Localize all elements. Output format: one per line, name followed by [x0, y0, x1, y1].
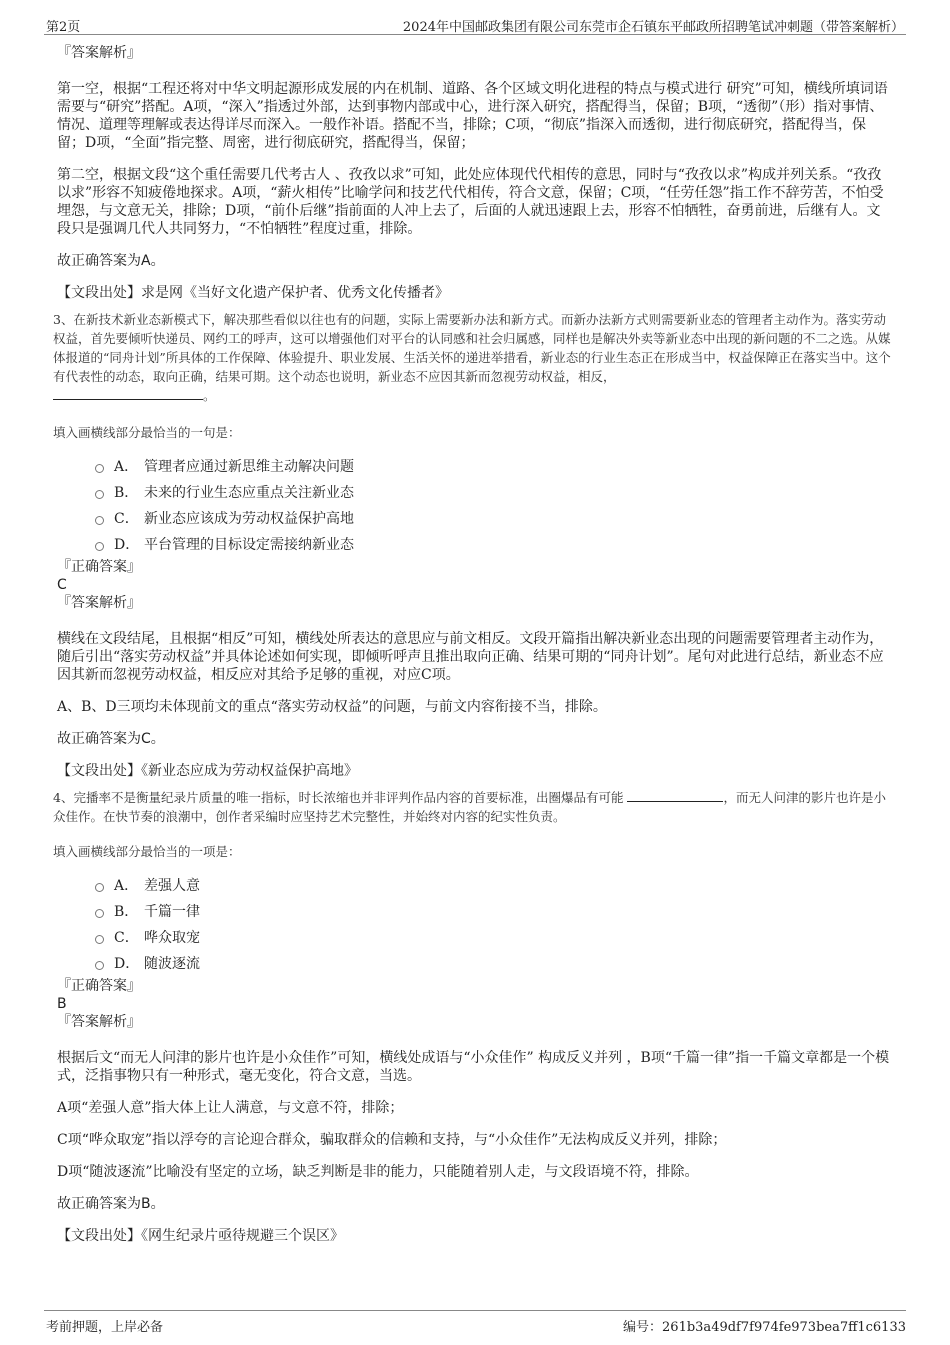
- q4-stem-b: ，而无人问津的影片也许是小众佳作。在快节奏的浪潮中，创作者采编时应坚持艺术完整性，并始终对内容的纪实性负责。: [53, 790, 886, 824]
- q4-analysis-label: 『答案解析』: [57, 1014, 141, 1030]
- option-letter: D．: [114, 956, 140, 972]
- option-letter: D．: [114, 537, 140, 553]
- q4-blank: [627, 789, 723, 802]
- q4-option-d[interactable]: [95, 951, 893, 977]
- option-letter: A．: [114, 459, 139, 475]
- radio-icon[interactable]: [95, 542, 104, 551]
- q3-source: 【文段出处】《新业态应成为劳动权益保护高地》: [57, 763, 358, 779]
- q3-stem-end: 。: [203, 388, 216, 403]
- q3-stem-text: 3、在新技术新业态新模式下，解决那些看似以往也有的问题，实际上需要新办法和新方式。而新办法新方式则需要新业态的管理者主动作为。落实劳动权益，首先要倾听快递员、网约工的呼声，这可以增强他们对平台的认同感和社会归属感，同样也是解决外卖等新业态中出现的新问题的不二之选。从媒体报道的“同舟计划”所具体的工作保障、体验提升、职业发展、生活关怀的递进举措看，新业态的行业生态正在形成当中，权益保障正在落实当中。这个有代表性的动态，取向正确，结果可期。这个动态也说明，新业态不应因其新而忽视劳动权益，相反，: [53, 312, 891, 384]
- radio-icon[interactable]: [95, 935, 104, 944]
- option-text: 差强人意: [144, 878, 200, 894]
- q4-analysis-para1: 根据后文“而无人问津的影片也许是小众佳作”可知，横线处成语与“小众佳作” 构成反义并列 ，B项“千篇一律”指一千篇文章都是一个模式，泛指事物只有一种形式，毫无变化，符合文意，当选。: [57, 1050, 890, 1084]
- footer-slogan: 考前押题，上岸必备: [46, 1320, 164, 1335]
- q3-conclusion: 故正确答案为C。: [57, 731, 165, 747]
- option-text: 千篇一律: [144, 904, 200, 920]
- radio-icon[interactable]: [95, 464, 104, 473]
- q4-prompt: 填入画横线部分最恰当的一项是：: [53, 844, 241, 859]
- q4-stem-a: 4、完播率不是衡量纪录片质量的唯一指标，时长浓缩也并非评判作品内容的首要标准，出圈爆品有可能: [53, 790, 624, 805]
- q4-option-c[interactable]: [95, 925, 893, 951]
- option-text: 管理者应通过新思维主动解决问题: [144, 459, 354, 475]
- option-text: 未来的行业生态应重点关注新业态: [144, 485, 354, 501]
- q3-stem: [53, 310, 893, 405]
- q4-source: 【文段出处】《网生纪录片亟待规避三个误区》: [57, 1228, 344, 1244]
- q4-analysis-para4: D项“随波逐流”比喻没有坚定的立场，缺乏判断是非的能力，只能随着别人走，与文段语境不符，排除。: [57, 1164, 699, 1180]
- footer-serial: 编号：261b3a49df7f974fe973bea7ff1c6133: [623, 1320, 906, 1335]
- q4-conclusion: 故正确答案为B。: [57, 1196, 165, 1212]
- q4-correct-answer: B: [57, 996, 67, 1012]
- q2-analysis-para2: 第二空，根据文段“这个重任需要几代考古人 、孜孜以求”可知，此处应体现代代相传的意思，同时与“孜孜以求”构成并列关系。“孜孜以求”形容不知疲倦地探求。A项，“薪火相传”比喻学问和技艺代代相传，符合文意，保留；C项，“任劳任怨”指工作不辞劳苦，不怕受埋怨，与文意无关，排除；D项，“前仆后继”指前面的人冲上去了，后面的人就迅速跟上去，形容不怕牺牲，奋勇前进，后继有人。文段只是强调几代人共同努力，“不怕牺牲”程度过重，排除。: [57, 167, 884, 237]
- page-number: 第2页: [46, 20, 81, 35]
- option-letter: B．: [114, 485, 139, 501]
- q3-option-d[interactable]: [95, 532, 893, 558]
- q4-analysis-para2: A项“差强人意”指大体上让人满意，与文意不符，排除；: [57, 1100, 404, 1116]
- option-letter: C．: [114, 930, 139, 946]
- q3-options: [95, 454, 893, 558]
- q2-analysis-label: 『答案解析』: [57, 45, 141, 61]
- q3-option-b[interactable]: [95, 480, 893, 506]
- page-footer: [44, 1310, 906, 1335]
- radio-icon[interactable]: [95, 490, 104, 499]
- q2-conclusion: 故正确答案为A。: [57, 253, 165, 269]
- option-letter: C．: [114, 511, 139, 527]
- q4-correct-label: 『正确答案』: [57, 978, 141, 994]
- q4-analysis-para3: C项“哗众取宠”指以浮夸的言论迎合群众，骗取群众的信赖和支持，与“小众佳作”无法构成反义并列，排除；: [57, 1132, 727, 1148]
- document-body: [53, 44, 893, 1245]
- q3-option-c[interactable]: [95, 506, 893, 532]
- q2-analysis-para1: 第一空，根据“工程还将对中华文明起源形成发展的内在机制、道路、各个区域文明化进程的特点与模式进行 研究”可知，横线所填词语需要与“研究”搭配。A项，“深入”指透过外部，达到事物内部或中心，进行深入研究，搭配得当，保留；B项，“透彻”（形）指对事情、情况、道理等理解或表达得详尽而深入。一般作补语。搭配不当，排除；C项，“彻底”指深入而透彻，进行彻底研究，搭配得当，保留；D项，“全面”指完整、周密，进行彻底研究，搭配得当，保留；: [57, 81, 888, 151]
- page-header: [44, 14, 906, 35]
- option-text: 哗众取宠: [144, 930, 200, 946]
- q4-stem: [53, 788, 893, 826]
- q4-option-a[interactable]: [95, 873, 893, 899]
- document-title: 2024年中国邮政集团有限公司东莞市企石镇东平邮政所招聘笔试冲刺题（带答案解析）: [402, 20, 904, 35]
- q3-analysis-para1: 横线在文段结尾，且根据“相反”可知，横线处所表达的意思应与前文相反。文段开篇指出解决新业态出现的问题需要管理者主动作为，随后引出“落实劳动权益”并具体论述如何实现，即倾听呼声且推出取向正确、结果可期的“同舟计划”。尾句对此进行总结，新业态不应因其新而忽视劳动权益，相反应对其给予足够的重视，对应C项。: [57, 631, 884, 683]
- radio-icon[interactable]: [95, 909, 104, 918]
- q3-correct-answer: C: [57, 577, 67, 593]
- radio-icon[interactable]: [95, 516, 104, 525]
- radio-icon[interactable]: [95, 883, 104, 892]
- q3-analysis-label: 『答案解析』: [57, 595, 141, 611]
- q3-prompt: 填入画横线部分最恰当的一句是：: [53, 425, 241, 440]
- option-letter: A．: [114, 878, 139, 894]
- q3-option-a[interactable]: [95, 454, 893, 480]
- option-text: 随波逐流: [144, 956, 200, 972]
- radio-icon[interactable]: [95, 961, 104, 970]
- q2-source: 【文段出处】求是网《当好文化遗产保护者、优秀文化传播者》: [57, 285, 449, 301]
- option-text: 新业态应该成为劳动权益保护高地: [144, 511, 354, 527]
- q3-correct-label: 『正确答案』: [57, 559, 141, 575]
- option-letter: B．: [114, 904, 139, 920]
- q4-options: [95, 873, 893, 977]
- q4-option-b[interactable]: [95, 899, 893, 925]
- option-text: 平台管理的目标设定需接纳新业态: [144, 537, 354, 553]
- q3-analysis-para2: A、B、D三项均未体现前文的重点“落实劳动权益”的问题，与前文内容衔接不当，排除。: [57, 699, 607, 715]
- q3-blank: [53, 387, 203, 400]
